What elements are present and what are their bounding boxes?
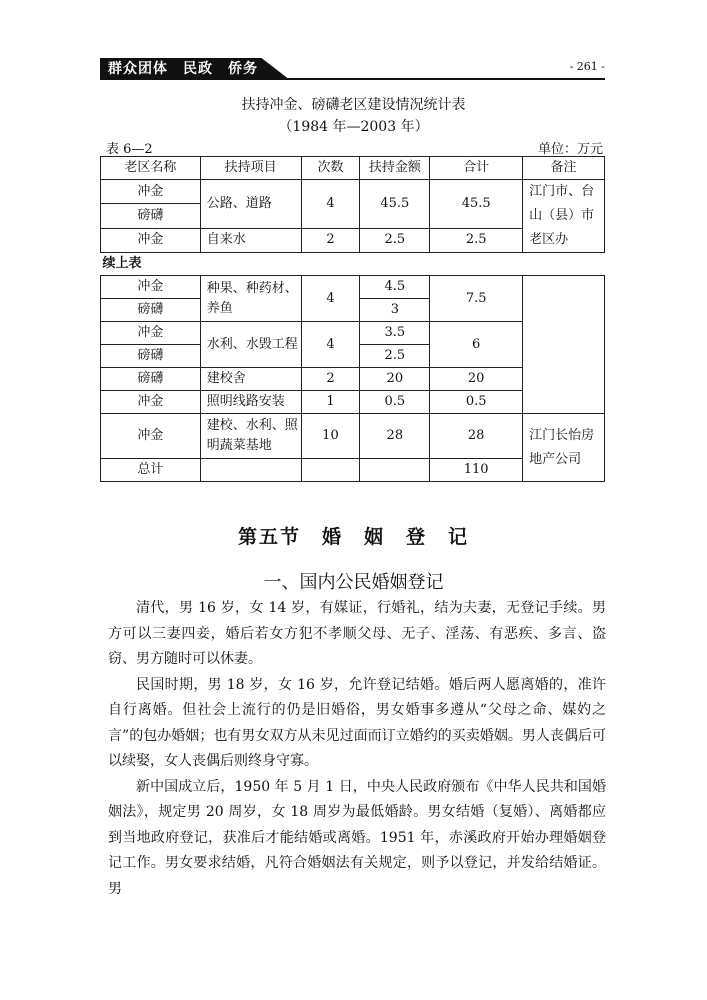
cell-times: 4 — [301, 322, 360, 368]
cell-times: 2 — [301, 228, 360, 252]
table-row — [101, 414, 605, 459]
col-header: 合计 — [430, 157, 523, 180]
section-title: 第五节 婚 姻 登 记 — [237, 526, 469, 548]
cell-times: 2 — [301, 368, 360, 391]
table-subtitle: （1984 年—2003 年） — [278, 119, 429, 135]
cell-total: 0.5 — [430, 391, 523, 414]
cell-empty — [200, 459, 301, 482]
col-header: 扶持金额 — [360, 157, 430, 180]
cell-note-empty — [523, 276, 605, 414]
paragraph: 新中国成立后，1950 年 5 月 1 日，中央人民政府颁布《中华人民共和国婚姻法》，规定男 20 周岁，女 18 周岁为最低婚龄。男女结婚（复婚）、离婚都应到当地政府登记，获准后才能结婚或离婚。1951 年，赤溪政府开始办理婚姻登记工作。男女要求结婚，凡符合婚姻法有关规定，则予以登记，并发给结婚证。男 — [108, 778, 606, 897]
cell-area: 冲金 — [101, 322, 201, 345]
table-number: 表 6—2 — [106, 142, 153, 157]
cell-times: 4 — [301, 180, 360, 229]
cell-area: 磅礴 — [101, 368, 201, 391]
cell-empty — [360, 459, 430, 482]
cell-amount: 28 — [360, 414, 430, 459]
cell-amount: 45.5 — [360, 180, 430, 229]
cell-project: 水利、水毁工程 — [200, 322, 301, 368]
cell-amount: 2.5 — [360, 228, 430, 252]
col-header: 次数 — [301, 157, 360, 180]
continued-row — [101, 253, 605, 276]
cell-sum-total: 110 — [430, 459, 523, 482]
table-unit: 单位：万元 — [537, 142, 603, 157]
cell-total: 28 — [430, 414, 523, 459]
cell-note: 江门长怡房地产公司 — [523, 414, 605, 482]
cell-total: 6 — [430, 322, 523, 368]
cell-area: 磅礴 — [101, 345, 201, 368]
cell-times: 10 — [301, 414, 360, 459]
continued-label: 续上表 — [101, 253, 605, 276]
cell-amount: 3 — [360, 299, 430, 322]
paragraph: 清代，男 16 岁，女 14 岁，有媒证，行婚礼，结为夫妻，无登记手续。男方可以三妻四妾，婚后若女方犯不孝顺父母、无子、淫荡、有恶疾、多言、盗窃、男方随时可以休妻。 — [108, 600, 606, 667]
cell-area: 磅礴 — [101, 299, 201, 322]
page-number: - 261 - — [569, 60, 605, 73]
cell-area: 冲金 — [101, 414, 201, 459]
cell-area: 冲金 — [101, 391, 201, 414]
table-row — [101, 276, 605, 299]
cell-empty — [301, 459, 360, 482]
cell-amount: 0.5 — [360, 391, 430, 414]
cell-amount: 20 — [360, 368, 430, 391]
cell-project: 自来水 — [200, 228, 301, 252]
cell-project: 照明线路安装 — [200, 391, 301, 414]
header-section-label: 群众团体 民政 侨务 — [108, 61, 258, 77]
cell-sum-label: 总计 — [101, 459, 201, 482]
cell-total: 20 — [430, 368, 523, 391]
col-header: 扶持项目 — [200, 157, 301, 180]
cell-total: 2.5 — [430, 228, 523, 252]
cell-amount: 2.5 — [360, 345, 430, 368]
table-title: 扶持冲金、磅礴老区建设情况统计表 — [241, 97, 466, 113]
cell-area: 磅礴 — [101, 204, 201, 228]
header-rule — [100, 78, 605, 80]
cell-project: 种果、种药材、养鱼 — [200, 276, 301, 322]
cell-note: 江门市、台山（县）市老区办 — [523, 180, 605, 253]
cell-project: 公路、道路 — [200, 180, 301, 229]
subsection-title: 一、国内公民婚姻登记 — [263, 572, 444, 593]
cell-project: 建校、水利、照明蔬菜基地 — [200, 414, 301, 459]
cell-total: 7.5 — [430, 276, 523, 322]
col-header: 备注 — [523, 157, 605, 180]
cell-area: 冲金 — [101, 228, 201, 252]
paragraph: 民国时期，男 18 岁，女 16 岁，允许登记结婚。婚后两人愿离婚的，准许自行离婚。但社会上流行的仍是旧婚俗，男女婚事多遵从“父母之命、媒妁之言”的包办婚姻；也有男女双方从未见过面而订立婚约的买卖婚姻。男人丧偶后可以续娶，女人丧偶后则终身守寡。 — [108, 676, 606, 769]
cell-project: 建校舍 — [200, 368, 301, 391]
col-header: 老区名称 — [101, 157, 201, 180]
cell-times: 4 — [301, 276, 360, 322]
statistics-table — [100, 156, 605, 482]
body-text — [108, 596, 606, 902]
cell-times: 1 — [301, 391, 360, 414]
cell-area: 冲金 — [101, 276, 201, 299]
table-row — [101, 180, 605, 204]
cell-amount: 4.5 — [360, 276, 430, 299]
cell-total: 45.5 — [430, 180, 523, 229]
cell-amount: 3.5 — [360, 322, 430, 345]
table-header-row — [101, 157, 605, 180]
cell-area: 冲金 — [101, 180, 201, 204]
